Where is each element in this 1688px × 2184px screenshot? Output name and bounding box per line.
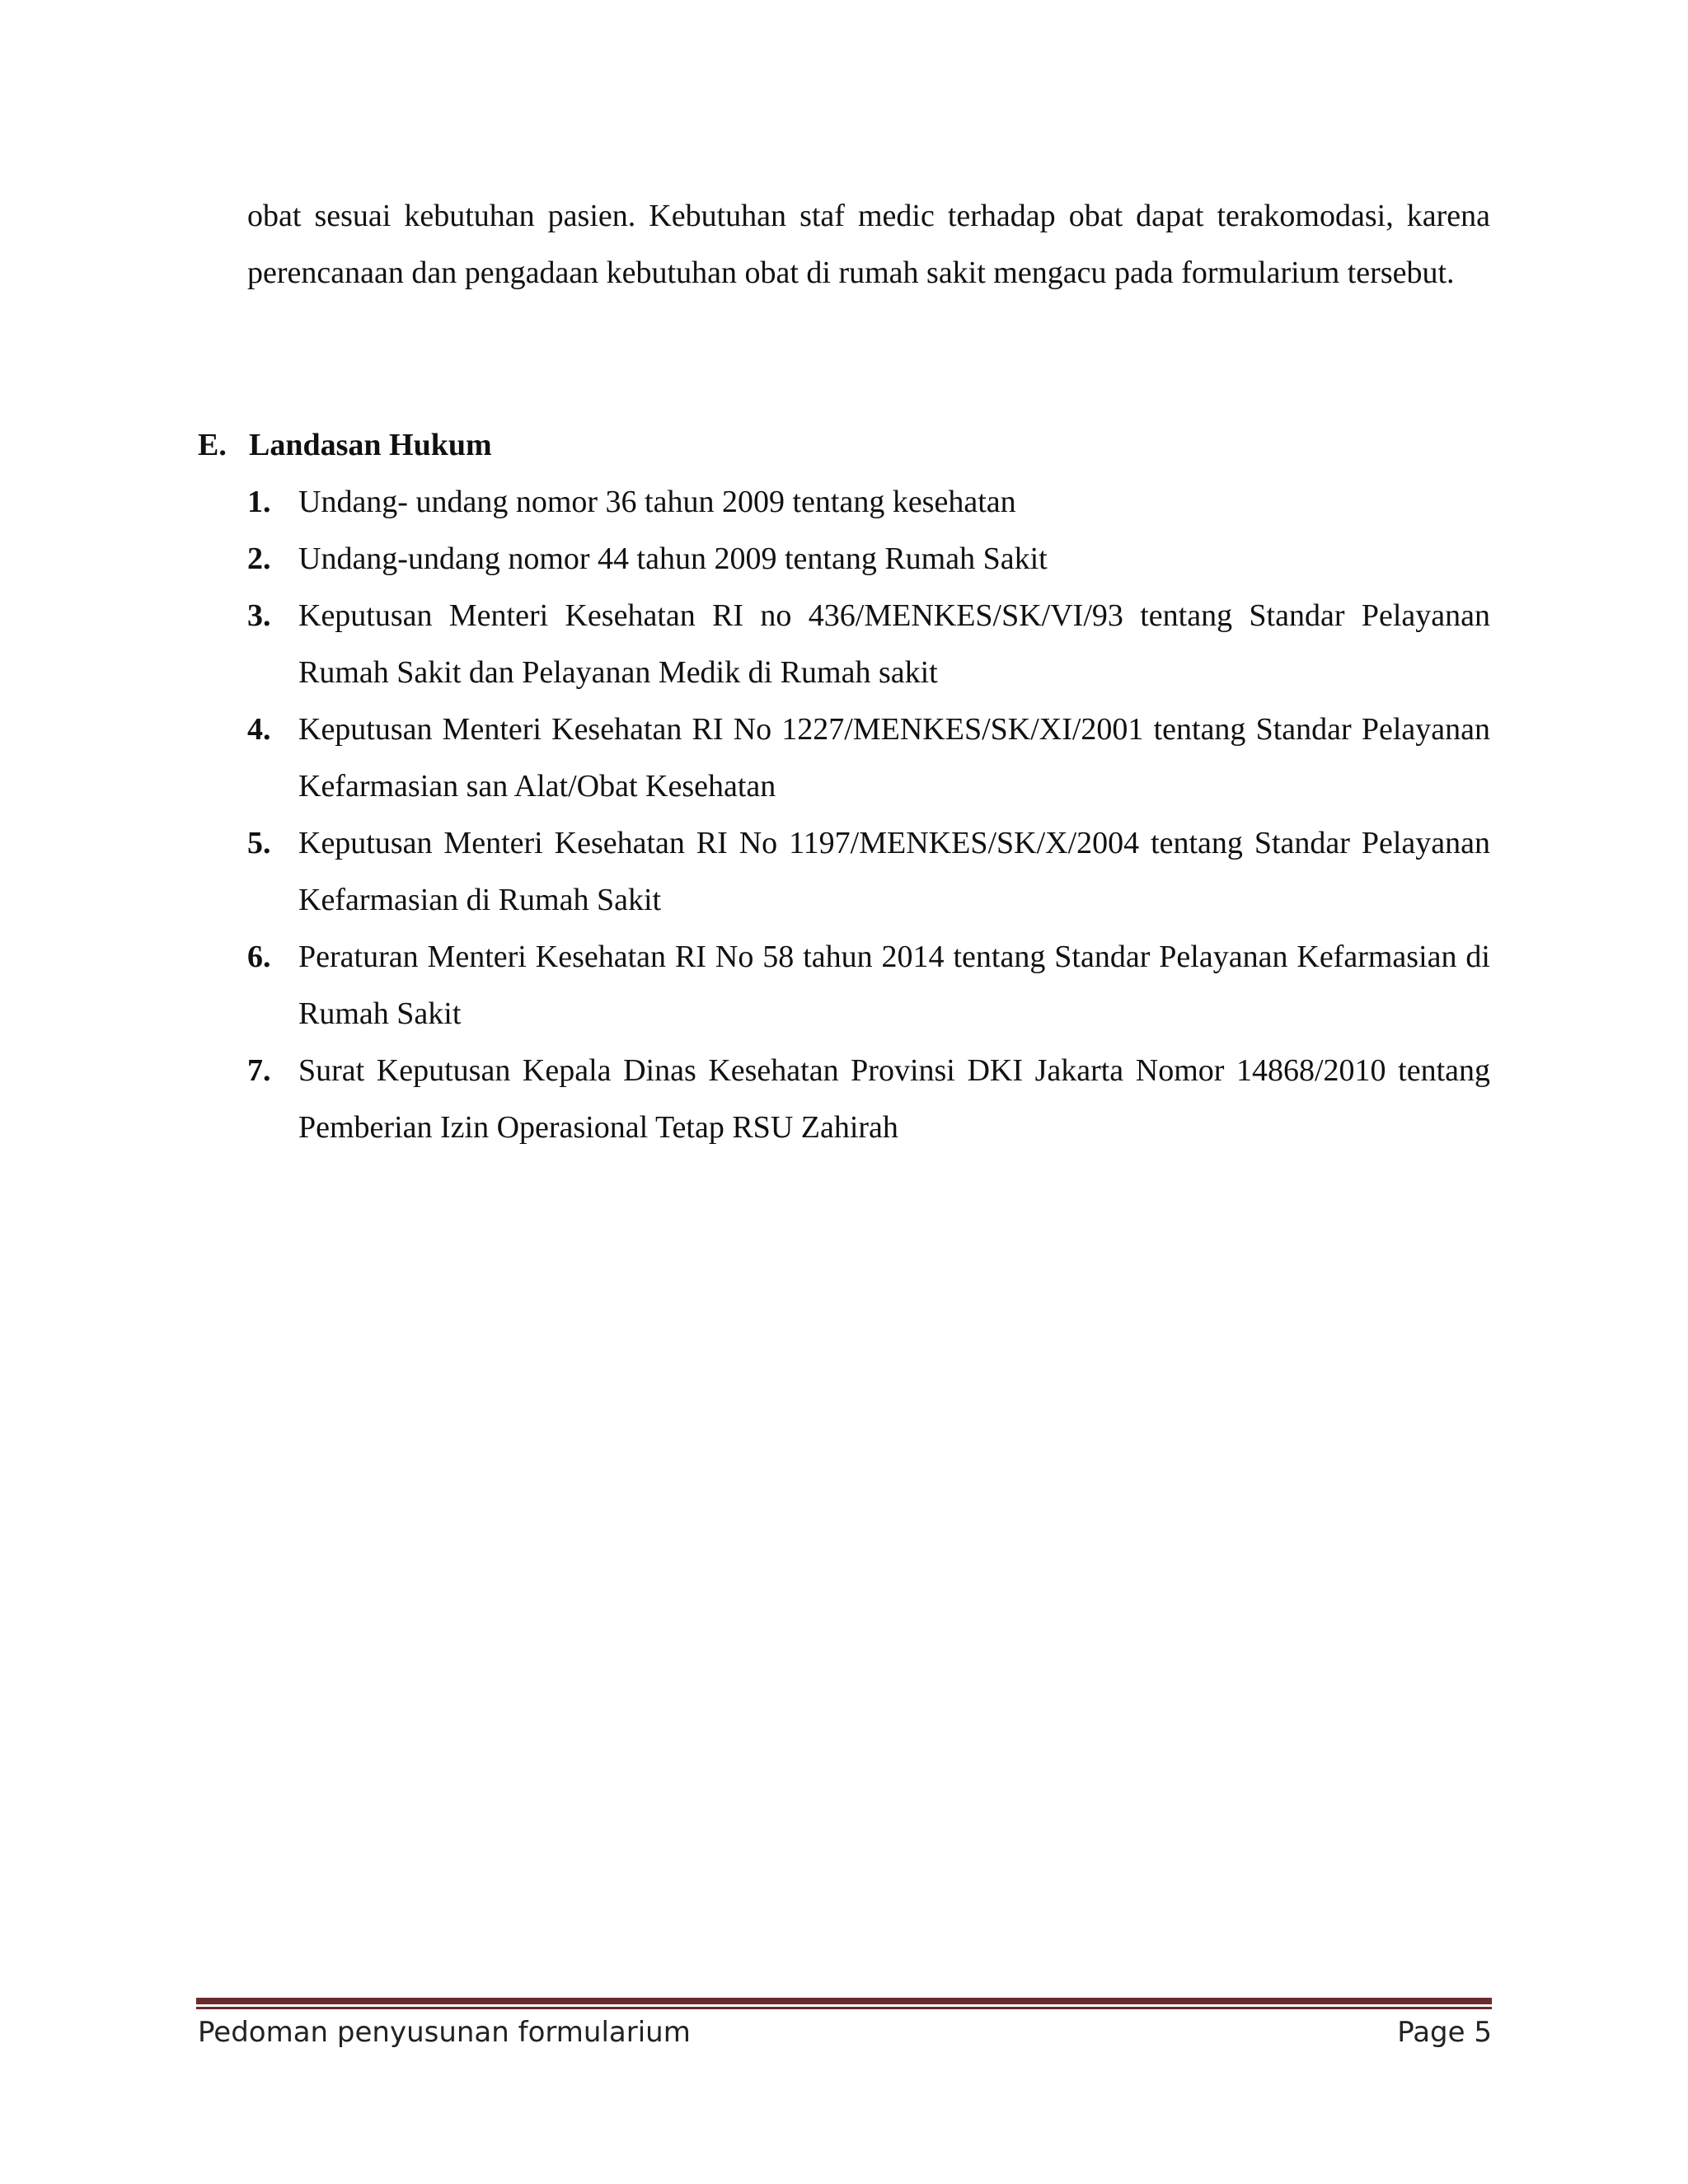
list-item-number: 3. bbox=[247, 598, 271, 633]
page-footer bbox=[198, 2011, 1492, 2054]
footer-divider-thick bbox=[196, 1998, 1492, 2004]
intro-paragraph: obat sesuai kebutuhan pasien. Kebutuhan staf medic terhadap obat dapat terakomodasi, karena perencanaan dan pengadaan kebutuhan obat di rumah sakit mengacu pada formularium tersebut. bbox=[247, 199, 1490, 290]
list-item bbox=[247, 701, 1490, 815]
list-item-number: 5. bbox=[247, 826, 271, 860]
section-title: Landasan Hukum bbox=[249, 428, 492, 462]
list-item bbox=[247, 1043, 1490, 1156]
list-item-number: 7. bbox=[247, 1053, 271, 1088]
footer-page-number: Page 5 bbox=[1397, 2016, 1492, 2049]
list-item-number: 4. bbox=[247, 712, 271, 747]
list-item bbox=[247, 929, 1490, 1043]
list-item-number: 1. bbox=[247, 485, 271, 519]
legal-basis-list bbox=[247, 474, 1490, 1156]
list-item-text: Undang-undang nomor 44 tahun 2009 tentang Rumah Sakit bbox=[298, 541, 1048, 576]
list-item-text: Undang- undang nomor 36 tahun 2009 tentang kesehatan bbox=[298, 485, 1016, 519]
list-item-number: 6. bbox=[247, 940, 271, 974]
list-item-text: Peraturan Menteri Kesehatan RI No 58 tahun 2014 tentang Standar Pelayanan Kefarmasian di Rumah Sakit bbox=[298, 940, 1490, 1031]
list-item bbox=[247, 815, 1490, 929]
list-item-text: Keputusan Menteri Kesehatan RI no 436/MENKES/SK/VI/93 tentang Standar Pelayanan Rumah Sakit dan Pelayanan Medik di Rumah sakit bbox=[298, 598, 1490, 690]
list-item-text: Keputusan Menteri Kesehatan RI No 1197/MENKES/SK/X/2004 tentang Standar Pelayanan Kefarmasian di Rumah Sakit bbox=[298, 826, 1490, 917]
list-item bbox=[247, 588, 1490, 701]
footer-document-title: Pedoman penyusunan formularium bbox=[198, 2016, 691, 2049]
list-item bbox=[247, 531, 1490, 588]
list-item-text: Keputusan Menteri Kesehatan RI No 1227/MENKES/SK/XI/2001 tentang Standar Pelayanan Kefarmasian san Alat/Obat Kesehatan bbox=[298, 712, 1490, 804]
list-item-number: 2. bbox=[247, 541, 271, 576]
section-heading bbox=[198, 417, 492, 474]
list-item bbox=[247, 474, 1490, 531]
footer-divider-thin bbox=[196, 2007, 1492, 2009]
footer-divider bbox=[196, 1998, 1492, 2009]
section-letter: E. bbox=[198, 428, 227, 462]
list-item-text: Surat Keputusan Kepala Dinas Kesehatan Provinsi DKI Jakarta Nomor 14868/2010 tentang Pemberian Izin Operasional Tetap RSU Zahirah bbox=[298, 1053, 1490, 1145]
